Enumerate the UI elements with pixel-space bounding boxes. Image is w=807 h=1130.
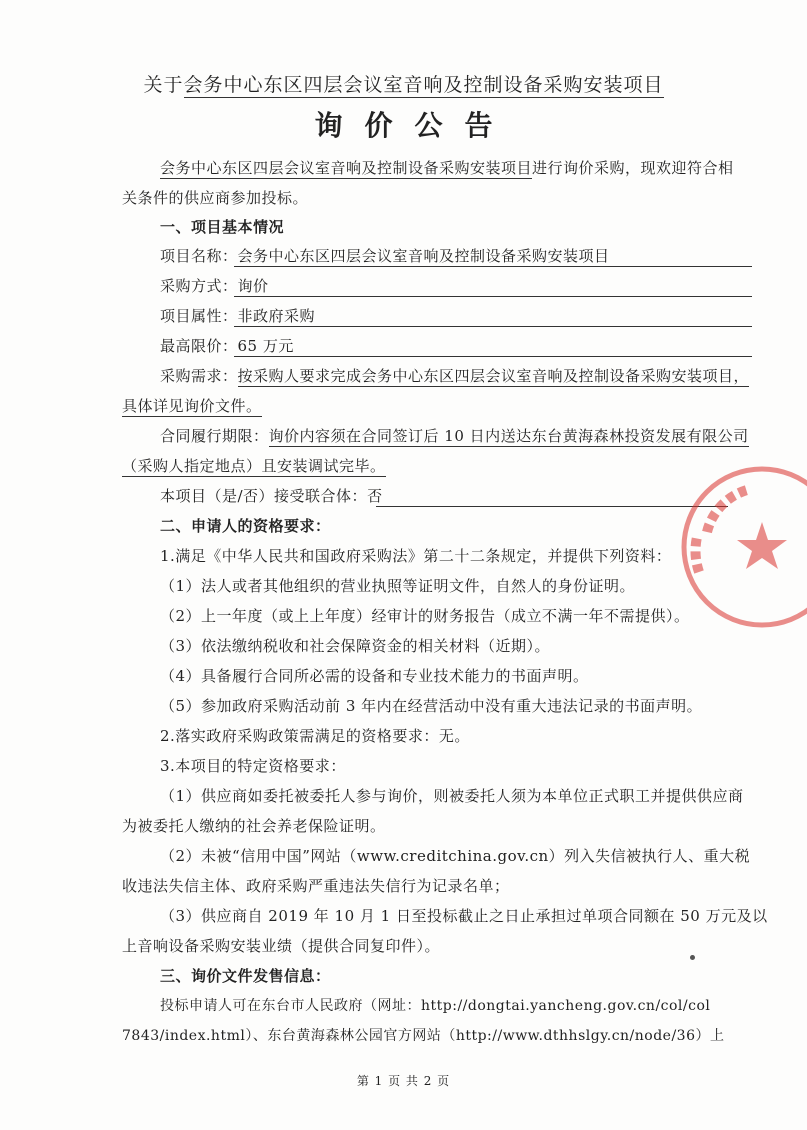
requirement-sub-1: （1）法人或者其他组织的营业执照等证明文件，自然人的身份证明。 <box>160 577 636 595</box>
specific-req-3: （3）供应商自 2019 年 10 月 1 日至投标截止之日止承担过单项合同额在 50 万元及以 <box>160 907 768 925</box>
section3-line-2: 7843/index.html）、东台黄海森林公园官方网站（http://www.dthhslgy.cn/node/36）上 <box>122 1028 725 1044</box>
field-underline <box>234 296 752 297</box>
field-underline <box>234 326 752 327</box>
requirement-sub-3: （3）依法缴纳税收和社会保障资金的相关材料（近期）。 <box>160 637 551 655</box>
intro-text-1: 进行询价采购，现欢迎符合相 <box>532 159 734 177</box>
ink-dot <box>690 955 695 960</box>
field-label: 最高限价： <box>160 337 238 355</box>
field-value: 会务中心东区四层会议室音响及控制设备采购安装项目 <box>237 247 610 265</box>
section3-heading: 三、询价文件发售信息： <box>160 967 331 985</box>
field-consortium <box>160 486 383 506</box>
specific-req-3-cont: 上音响设备采购安装业绩（提供合同复印件）。 <box>122 937 441 955</box>
field-procurement-demand <box>160 366 749 386</box>
intro-line-2: 关条件的供应商参加投标。 <box>122 189 309 207</box>
field-procurement-method <box>160 276 269 296</box>
field-contract-period <box>160 426 749 446</box>
title-project: 会务中心东区四层会议室音响及控制设备采购安装项目 <box>183 74 664 96</box>
field-procurement-demand-cont <box>122 396 262 416</box>
requirement-sub-5: （5）参加政府采购活动前 3 年内在经营活动中没有重大违法记录的书面声明。 <box>160 697 703 715</box>
field-label: 合同履行期限： <box>160 427 269 445</box>
field-value: 询价内容须在合同签订后 10 日内送达东台黄海森林投资发展有限公司 <box>268 427 749 445</box>
field-underline <box>234 266 752 267</box>
field-label: 采购需求： <box>160 367 238 385</box>
specific-req-1-cont: 为被委托人缴纳的社会养老保险证明。 <box>122 817 386 835</box>
field-label: 项目属性： <box>160 307 238 325</box>
requirement-item-1: 1.满足《中华人民共和国政府采购法》第二十二条规定，并提供下列资料： <box>160 547 672 565</box>
specific-req-2: （2）未被“信用中国”网站（www.creditchina.gov.cn）列入失信被执行人、重大税 <box>160 847 751 865</box>
requirement-sub-4: （4）具备履行合同所必需的设备和专业技术能力的书面声明。 <box>160 667 589 685</box>
intro-project: 会务中心东区四层会议室音响及控制设备采购安装项目 <box>160 159 533 177</box>
field-value: 否 <box>367 487 383 505</box>
requirement-sub-2: （2）上一年度（或上上年度）经审计的财务报告（成立不满一年不需提供）。 <box>160 607 690 625</box>
section2-heading: 二、申请人的资格要求： <box>160 517 331 535</box>
section3-line-1: 投标申请人可在东台市人民政府（网址：http://dongtai.yancheng.gov.cn/col/col <box>160 998 711 1014</box>
field-value: （采购人指定地点）且安装调试完毕。 <box>122 457 386 475</box>
field-value: 65 万元 <box>237 337 294 355</box>
field-label: 本项目（是/否）接受联合体： <box>160 487 368 505</box>
section1-heading: 一、项目基本情况 <box>160 218 285 236</box>
field-project-attribute <box>160 306 315 326</box>
field-value: 非政府采购 <box>237 307 316 325</box>
field-label: 项目名称： <box>160 247 238 265</box>
field-contract-period-cont <box>122 456 386 476</box>
title-prefix: 关于 <box>143 74 184 96</box>
specific-req-2-cont: 收违法失信主体、政府采购严重违法失信行为记录名单； <box>122 877 510 895</box>
intro-line-1 <box>160 158 734 178</box>
field-value: 询价 <box>237 277 269 295</box>
requirement-item-2: 2.落实政府采购政策需满足的资格要求：无。 <box>160 727 470 745</box>
page-heading: 询价公告 <box>314 109 515 142</box>
field-value: 具体详见询价文件。 <box>122 397 262 415</box>
field-underline <box>234 356 752 357</box>
field-project-name <box>160 246 610 266</box>
field-max-price <box>160 336 294 356</box>
specific-req-1: （1）供应商如委托被委托人参与询价，则被委托人须为本单位正式职工并提供供应商 <box>160 787 744 805</box>
field-label: 采购方式： <box>160 277 238 295</box>
document-title <box>0 70 807 97</box>
official-seal-icon <box>677 462 807 632</box>
requirement-item-3: 3.本项目的特定资格要求： <box>160 757 346 775</box>
field-underline <box>376 506 728 507</box>
page-footer: 第 1 页 共 2 页 <box>356 1074 451 1088</box>
field-value: 按采购人要求完成会务中心东区四层会议室音响及控制设备采购安装项目， <box>237 367 750 385</box>
